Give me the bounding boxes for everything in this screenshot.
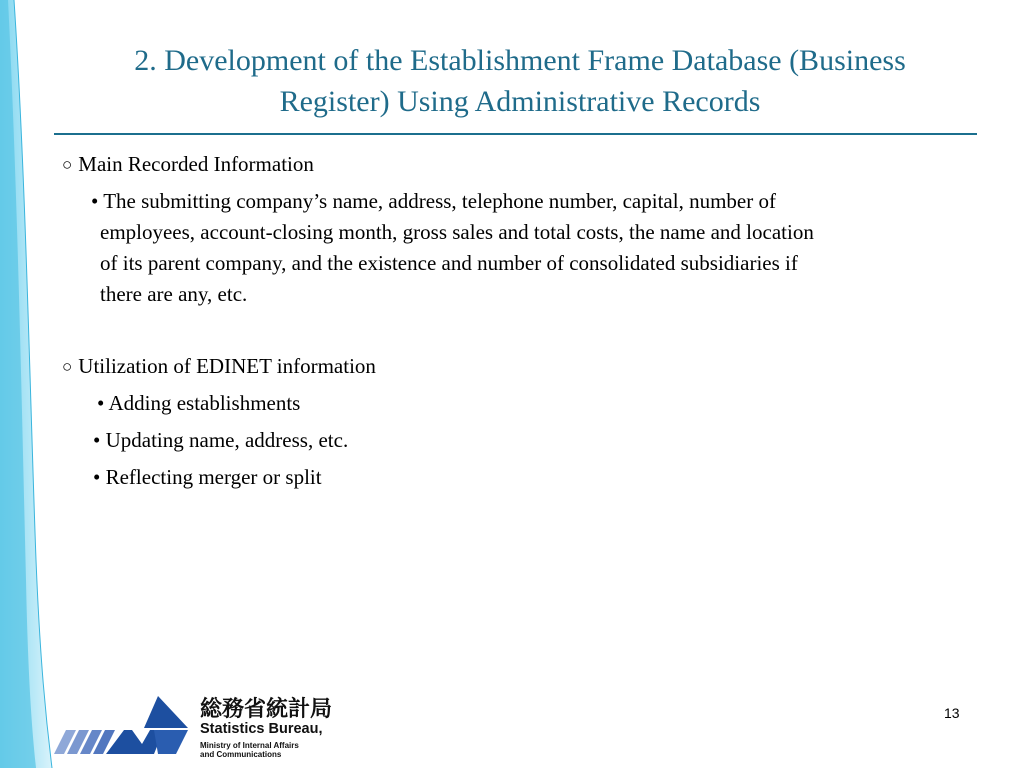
list-item — [97, 390, 300, 416]
section-heading — [62, 353, 376, 380]
bullet-icon: • — [97, 391, 105, 415]
bullet-icon: • — [93, 465, 101, 489]
bullet-icon: • — [93, 428, 101, 452]
logo-name-text: Statistics Bureau, — [200, 721, 323, 737]
page-number: 13 — [944, 705, 960, 721]
list-item-continuation: of its parent company, and the existence and number of consolidated subsidiaries if — [100, 251, 798, 275]
section-heading — [62, 151, 314, 178]
list-item-text: Reflecting merger or split — [105, 465, 322, 489]
bullet-icon: • — [91, 189, 99, 213]
list-item — [93, 427, 348, 453]
circle-bullet-icon: ○ — [62, 155, 73, 174]
statistics-bureau-emblem-icon — [54, 688, 194, 762]
list-item — [91, 188, 776, 214]
list-item-text: Adding establishments — [108, 391, 301, 415]
logo-kanji-text: 総務省統計局 — [200, 697, 333, 722]
list-item-continuation: employees, account-closing month, gross sales and total costs, the name and location — [100, 220, 814, 244]
statistics-bureau-logo — [54, 688, 354, 762]
list-item-text: The submitting company’s name, address, telephone number, capital, number of — [103, 189, 776, 213]
list-item — [93, 464, 322, 490]
logo-subtitle-1: Ministry of Internal Affairs — [200, 741, 299, 750]
title-line-2: Register) Using Administrative Records — [279, 85, 761, 118]
circle-bullet-icon: ○ — [62, 357, 73, 376]
title-line-1: 2. Development of the Establishment Frame Database (Business — [134, 44, 906, 77]
section-heading-text: Utilization of EDINET information — [78, 354, 376, 378]
section-heading-text: Main Recorded Information — [78, 152, 314, 176]
logo-subtitle-2: and Communications — [200, 750, 282, 759]
list-item-text: Updating name, address, etc. — [105, 428, 349, 452]
list-item-continuation: there are any, etc. — [100, 282, 248, 306]
